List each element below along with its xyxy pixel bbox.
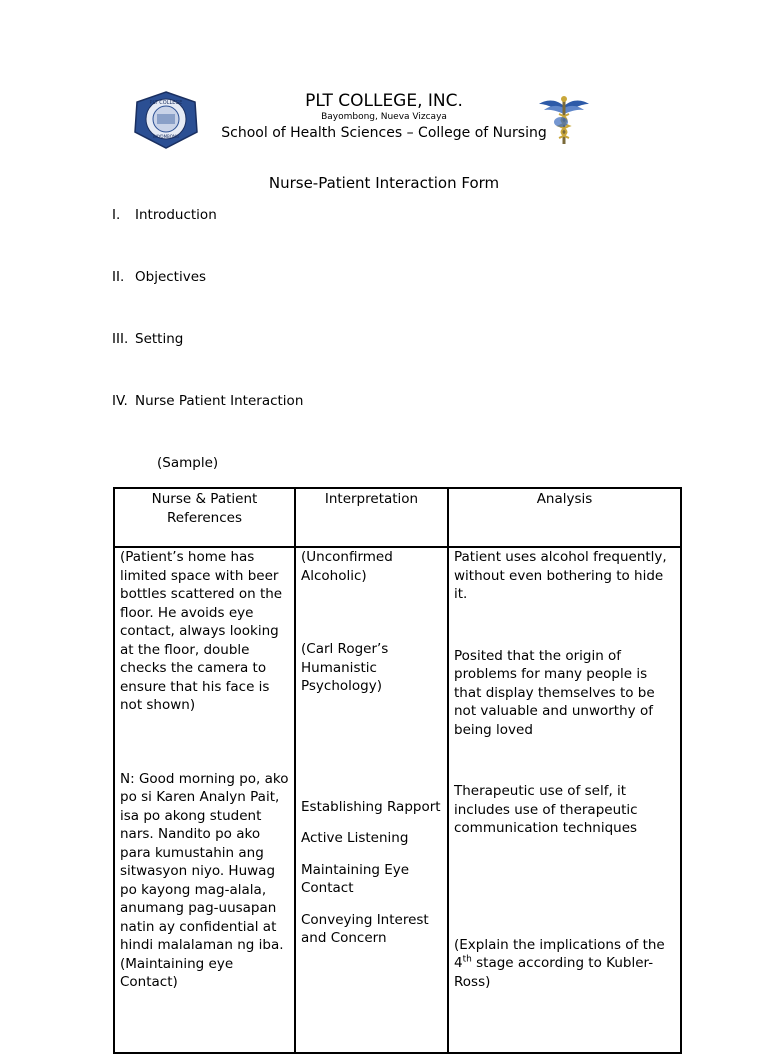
interpretation-item: Establishing Rapport [301,798,441,815]
sample-label: (Sample) [157,455,219,471]
section-number: II. [112,269,125,285]
analysis-cell [448,547,681,1053]
analysis-text: stage according to Kubler-Ross) [454,955,654,990]
interpretation-item: Active Listening [301,830,409,846]
header-references: Nurse & Patient References [114,488,295,547]
reference-observation: (Patient’s home has limited space with beer bottles scattered on the floor. He avoids eye contact, always looking at the floor, double checks the camera to ensure that his face is not shown) [120,549,283,713]
seal-text-bottom: BAYOMBONG [153,134,179,139]
interpretation-item: (Unconfirmed Alcoholic) [301,549,393,584]
analysis-item [454,936,675,992]
section-introduction [112,207,217,223]
analysis-item: Patient uses alcohol frequently, without even bothering to hide it. [454,549,667,602]
interpretation-cell [295,547,448,1053]
section-nurse-patient-interaction [112,393,303,409]
header-analysis: Analysis [448,488,681,547]
section-label: Objectives [135,269,207,285]
section-number: III. [112,331,129,347]
section-label: Introduction [135,207,217,223]
section-setting [112,331,183,347]
analysis-text: (Explain the implications of the 4 [454,936,665,971]
interpretation-item: (Carl Roger’s Humanistic Psychology) [301,641,389,694]
school-name: School of Health Sciences – College of Nursing [221,125,547,141]
college-name: PLT COLLEGE, INC. [305,91,463,111]
interpretation-item: Maintaining Eye Contact [301,861,410,896]
section-objectives [112,269,206,285]
section-label: Setting [135,331,184,347]
interaction-table [113,487,682,1054]
analysis-item: Therapeutic use of self, it includes use of therapeutic communication techniques [454,783,638,836]
section-label: Nurse Patient Interaction [135,393,304,409]
table-row [114,547,681,1053]
reference-dialogue: N: Good morning po, ako po si Karen Analyn Pait, isa po akong student nars. Nandito po ako para kumustahin ang sitwasyon niyo. Huwag po kayong mag-alala, anumang pag-uusapan natin ay confidential at hindi malalaman ng iba.(Maintaining eye Contact) [120,770,289,990]
seal-text-top: PLT COLLEGE [149,100,183,106]
header-interpretation: Interpretation [295,488,448,547]
analysis-item: Posited that the origin of problems for many people is that display themselves to be not valuable and unworthy of being loved [454,647,655,738]
superscript: th [462,954,472,965]
section-number: I. [112,207,121,223]
college-address: Bayombong, Nueva Vizcaya [321,112,447,122]
table-header-row [114,488,681,547]
interpretation-item: Conveying Interest and Concern [301,911,429,946]
section-number: IV. [112,393,128,409]
form-title: Nurse-Patient Interaction Form [268,174,500,192]
references-cell [114,547,295,1053]
